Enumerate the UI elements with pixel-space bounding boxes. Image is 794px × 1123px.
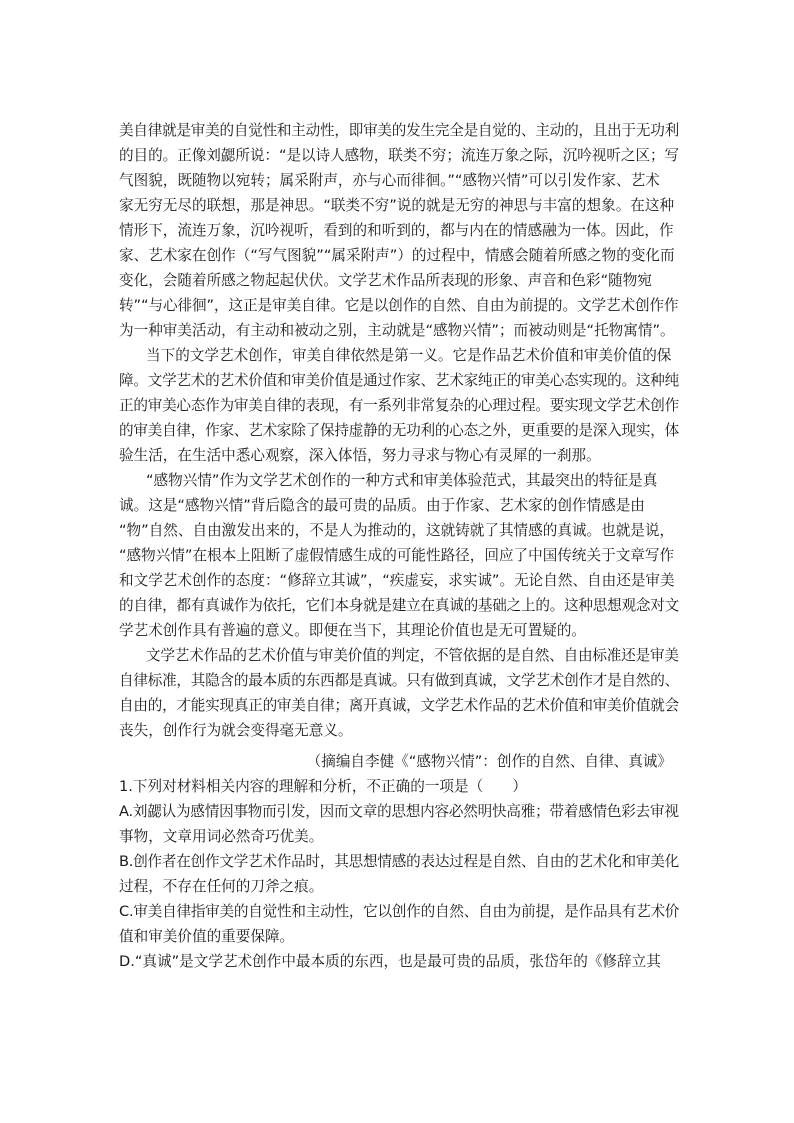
option-a-line-1: A.刘勰认为感情因事物而引发，因而文章的思想内容必然明快高雅；带着感情色彩去审视 [119,803,679,820]
paragraph-3-line-4: “感物兴情”在根本上阻断了虚假情感生成的可能性路径，回应了中国传统关于文章写作 [119,547,675,564]
paragraph-3-line-2: 诚。这是“感物兴情”背后隐含的最可贵的品质。由于作家、艺术家的创作情感是由 [119,497,645,514]
paragraph-2-line-3: 正的审美心态作为审美自律的表现，有一系列非常复杂的心理过程。要实现文学艺术创作 [119,397,679,414]
paragraph-2-line-5: 验生活，在生活中悉心观察，深入体悟，努力寻求与物心有灵犀的一刹那。 [119,447,601,464]
paragraph-4-line-2: 自律标准，其隐含的最本质的东西都是真诚。只有做到真诚，文学艺术创作才是自然的、 [119,672,679,689]
option-b-line-2: 过程，不存在任何的刀斧之痕。 [119,878,324,895]
paragraph-3-line-5: 和文学艺术创作的态度：“修辞立其诚”，“疾虚妄，求实诚”。无论自然、自由还是审美 [119,572,675,589]
paragraph-4-line-4: 丧失，创作行为就会变得毫无意义。 [119,722,353,739]
paragraph-4-line-3: 自由的，才能实现真正的审美自律；离开真诚，文学艺术作品的艺术价值和审美价值就会 [119,697,679,714]
paragraph-2-line-2: 障。文学艺术的艺术价值和审美价值是通过作家、艺术家纯正的审美心态实现的。这种纯 [119,372,679,389]
paragraph-1-line-6: 家、艺术家在创作（“写气图貌”“属采附声”）的过程中，情感会随着所感之物的变化而 [119,247,675,264]
question-stem: 1.下列对材料相关内容的理解和分析，不正确的一项是（ ） [119,778,527,795]
paragraph-3-line-1: “感物兴情”作为文学艺术创作的一种方式和审美体验范式，其最突出的特征是真 [146,472,658,489]
option-b-line-1: B.创作者在创作文学艺术作品时，其思想情感的表达过程是自然、自由的艺术化和审美化 [119,853,679,870]
paragraph-4-line-1: 文学艺术作品的艺术价值与审美价值的判定，不管依据的是自然、自由标准还是审美 [146,647,679,664]
paragraph-1-line-8: 转”“与心徘徊”，这正是审美自律。它是以创作的自然、自由为前提的。文学艺术创作作 [119,297,679,314]
paragraph-3-line-6: 的自律，都有真诚作为依托，它们本身就是建立在真诚的基础之上的。这种思想观念对文 [119,597,679,614]
paragraph-1-line-2: 的目的。正像刘勰所说：“是以诗人感物，联类不穷；流连万象之际，沉吟视听之区；写 [119,147,680,164]
paragraph-1-line-4: 家无穷无尽的联想，那是神思。“联类不穷”说的就是无穷的神思与丰富的想象。在这种 [119,197,675,214]
paragraph-1-line-3: 气图貌，既随物以宛转；属采附声，亦与心而徘徊。”“感物兴情”可以引发作家、艺术 [119,172,660,189]
paragraph-1-line-7: 变化，会随着所感之物起起伏伏。文学艺术作品所表现的形象、声音和色彩“随物宛 [119,272,652,289]
paragraph-1-line-5: 情形下，流连万象，沉吟视听，看到的和听到的，都与内在的情感融为一体。因此，作 [119,222,674,239]
option-c-line-2: 值和审美价值的重要保障。 [119,928,295,945]
paragraph-3-line-7: 学艺术创作具有普遍的意义。即便在当下，其理论价值也是无可置疑的。 [119,622,587,639]
paragraph-1-line-1: 美自律就是审美的自觉性和主动性，即审美的发生完全是自觉的、主动的，且出于无功利 [119,122,679,139]
source-citation: （摘编自李健《“感物兴情”：创作的自然、自律、真诚》 [306,753,672,770]
paragraph-1-line-9: 为一种审美活动，有主动和被动之别，主动就是“感物兴情”；而被动则是“托物寓情”。 [119,322,675,339]
paragraph-2-line-4: 的审美自律，作家、艺术家除了保持虚静的无功利的心态之外，更重要的是深入现实，体 [119,422,679,439]
option-d-line-1: D.“真诚”是文学艺术创作中最本质的东西，也是最可贵的品质，张岱年的《修辞立其 [119,953,661,970]
option-a-line-2: 事物，文章用词必然奇巧优美。 [119,828,324,845]
paragraph-2-line-1: 当下的文学艺术创作，审美自律依然是第一义。它是作品艺术价值和审美价值的保 [146,347,672,364]
option-c-line-1: C.审美自律指审美的自觉性和主动性，它以创作的自然、自由为前提，是作品具有艺术价 [119,903,680,920]
paragraph-3-line-3: “物”自然、自由激发出来的，不是人为推动的，这就铸就了其情感的真诚。也就是说， [119,522,675,539]
